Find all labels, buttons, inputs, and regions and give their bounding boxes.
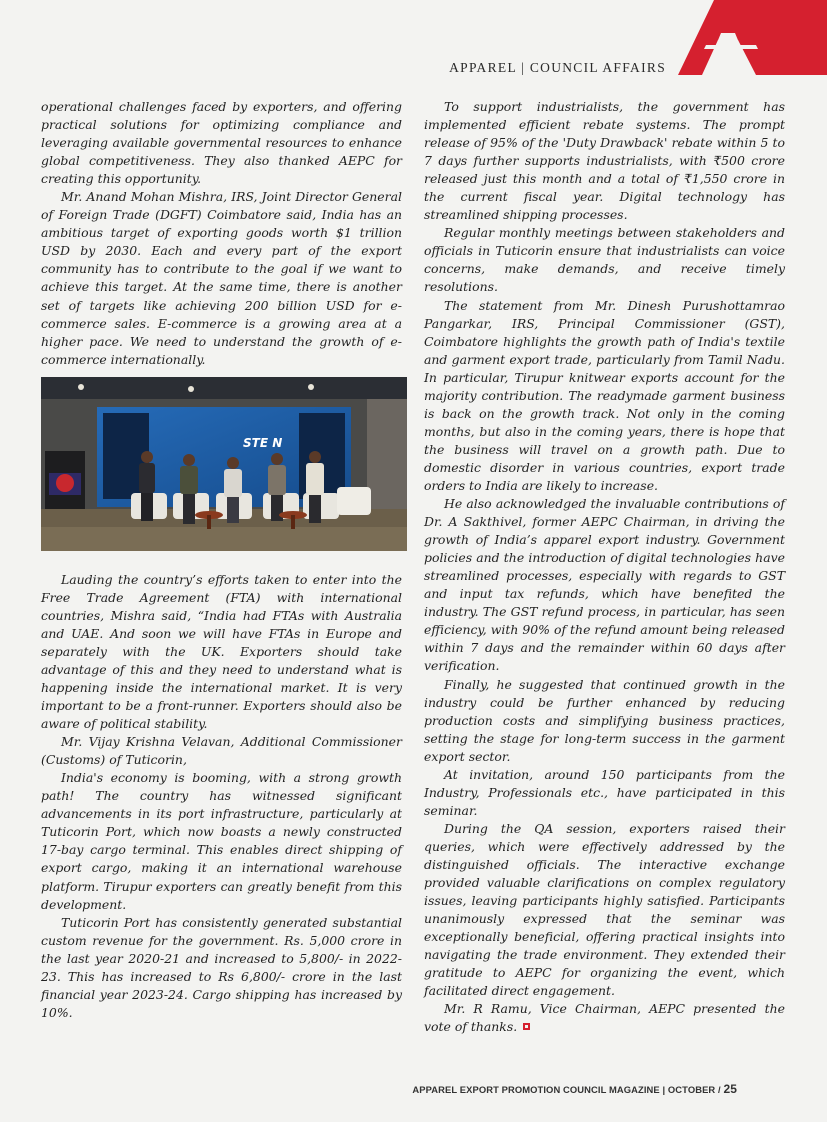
right-column [424,98,785,1036]
left-column [41,98,402,1022]
paragraph: Finally, he suggested that continued growth in the industry could be further enhanced by reducing production costs and simplifying business practices, setting the stage for long-term success in the garment export sector. [424,676,785,764]
paragraph: At invitation, around 150 participants from the Industry, Professionals etc., have participated in this seminar. [424,766,785,818]
footer-text: APPAREL EXPORT PROMOTION COUNCIL MAGAZINE | OCTOBER / [412,1084,721,1095]
page-footer [412,1082,737,1096]
paragraph: Lauding the country’s efforts taken to enter into the Free Trade Agreement (FTA) with international countries, Mishra said, “India had FTAs with Australia and UAE. And soon we will have FTAs in Europe and separately with the UK. Exporters should take advantage of this and they need to understand what is happening inside the international market. It is very important to be a front-runner. Exporters should also be aware of political stability. [41,571,402,732]
paragraph: To support industrialists, the government has implemented efficient rebate systems. The prompt release of 95% of the 'Duty Drawback' rebate within 5 to 7 days further supports industrialists, with ₹500 crore released just this month and a total of ₹1,550 crore in the current fiscal year. Digital technology has streamlined shipping processes. [424,99,785,223]
magazine-logo-a [678,0,827,75]
backdrop-logo-text: STE N [243,435,283,450]
paragraph: Mr. Anand Mohan Mishra, IRS, Joint Director General of Foreign Trade (DGFT) Coimbatore said, India has an ambitious target of exporting goods worth $1 trillion USD by 2030. Each and every part of the export community has to contribute to the goal if we want to achieve this target. At the same time, there is another set of targets like achieving 200 billion USD for e-commerce sales. E-commerce is a growing area at a higher pace. We need to understand the growth of e-commerce internationally. [41,189,402,367]
paragraph: He also acknowledged the invaluable contributions of Dr. A Sakthivel, former AEPC Chairman, in driving the growth of India’s apparel export industry. Government policies and the introduction of digital technologies have streamlined processes, especially with regards to GST and input tax refunds, which have benefited the industry. The GST refund process, in particular, has seen efficiency, with 90% of the refund amount being released within 7 days and the remainder within 60 days after verification. [424,496,785,674]
paragraph: The statement from Mr. Dinesh Purushottamrao Pangarkar, IRS, Principal Commissioner (GST), Coimbatore highlights the growth path of India's textile and garment export trade, particularly from Tamil Nadu. In particular, Tirupur knitwear exports account for the majority contribution. The readymade garment business is back on the growth track. Not only in the coming months, but also in the coming years, there is hope that the business will travel on a growth path. Due to domestic disorder in various countries, export trade orders to India are likely to increase. [424,297,785,493]
closing-text: Mr. R Ramu, Vice Chairman, AEPC presented the vote of thanks. [424,1001,785,1035]
page-number: 25 [723,1082,737,1096]
paragraph: Mr. Vijay Krishna Velavan, Additional Commissioner (Customs) of Tuticorin, [41,734,402,768]
paragraph: Tuticorin Port has consistently generated substantial custom revenue for the government. Rs. 5,000 crore in the last year 2020-21 and increased to 5,800/- in 2022-23. This has increased to Rs 6,800/- crore in the last financial year 2023-24. Cargo shipping has increased by 10%. [41,914,402,1020]
paragraph [424,1000,785,1036]
section-header: APPAREL | COUNCIL AFFAIRS [449,60,666,75]
paragraph: Regular monthly meetings between stakeholders and officials in Tuticorin ensure that industrialists can voice concerns, make demands, and receive timely resolutions. [424,225,785,295]
paragraph: operational challenges faced by exporters, and offering practical solutions for optimizing compliance and leveraging available governmental resources to enhance global competitiveness. They also thanked AEPC for creating this opportunity. [41,99,402,187]
event-photo [41,377,407,551]
end-of-article-icon [523,1023,530,1030]
paragraph: During the QA session, exporters raised their queries, which were effectively addressed by the distinguished officials. The interactive exchange provided valuable clarifications on complex regulatory issues, leaving participants highly satisfied. Participants unanimously expressed that the seminar was exceptionally beneficial, offering practical insights into navigating the trade environment. They extended their gratitude to AEPC for organizing the event, which facilitated direct engagement. [424,820,785,999]
paragraph: India's economy is booming, with a strong growth path! The country has witnessed significant advancements in its port infrastructure, particularly at Tuticorin Port, which now boasts a newly constructed 17-bay cargo terminal. This enables direct shipping of export cargo, making it an international warehouse platform. Tirupur exporters can greatly benefit from this development. [41,770,402,912]
